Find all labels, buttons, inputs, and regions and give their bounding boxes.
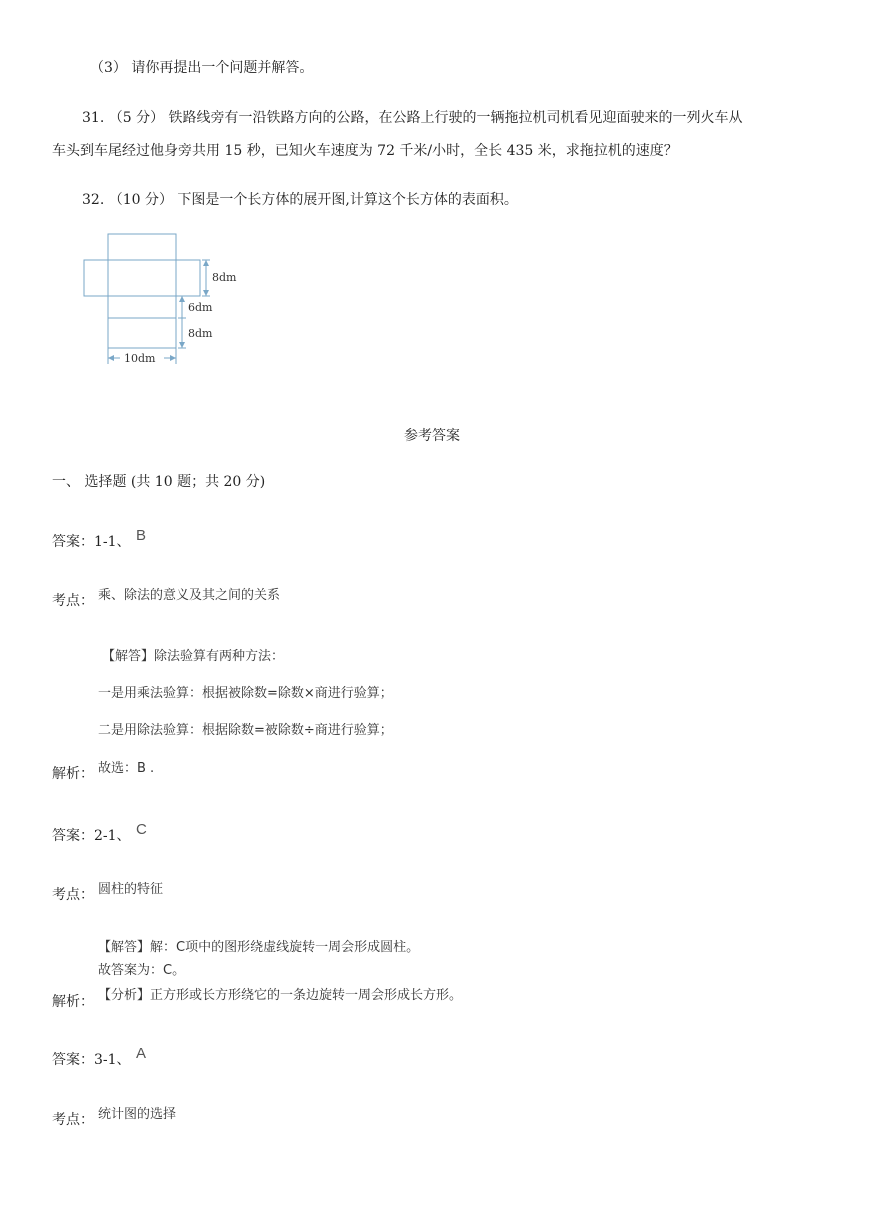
net-face-bottom <box>108 296 176 318</box>
jieda-1-line-1: 【解答】除法验算有两种方法： <box>102 649 285 664</box>
net-face-left <box>84 260 108 296</box>
question-32: 32. （10 分） 下图是一个长方体的展开图,计算这个长方体的表面积。 <box>82 192 518 208</box>
answer-3-value: A <box>136 1045 147 1062</box>
jieda-2-line-1: 【解答】解：C项中的图形绕虚线旋转一周会形成圆柱。 <box>98 940 420 955</box>
label-8dm-bottom: 8dm <box>188 327 213 340</box>
answer-2-label: 答案：2-1、 <box>52 828 131 844</box>
net-face-right <box>176 260 200 296</box>
net-face-back <box>108 318 176 348</box>
kaodian-3-value: 统计图的选择 <box>98 1107 177 1122</box>
kaodian-1-value: 乘、除法的意义及其之间的关系 <box>98 588 281 603</box>
question-31-line-2: 车头到车尾经过他身旁共用 15 秒，已知火车速度为 72 千米/小时，全长 435 米，求拖拉机的速度？ <box>52 143 678 159</box>
jiexi-1-label: 解析： <box>52 766 94 782</box>
kaodian-1-label: 考点： <box>52 593 94 609</box>
jieda-1-line-2: 一是用乘法验算：根据被除数=除数×商进行验算； <box>98 686 393 701</box>
label-6dm: 6dm <box>188 301 213 314</box>
answer-2-value: C <box>136 821 147 838</box>
label-8dm-top: 8dm <box>212 271 237 284</box>
kaodian-2-value: 圆柱的特征 <box>98 882 164 897</box>
net-face-top <box>108 234 176 260</box>
kaodian-3-label: 考点： <box>52 1112 94 1128</box>
kaodian-2-label: 考点： <box>52 887 94 903</box>
section-1-heading: 一、 选择题 (共 10 题；共 20 分) <box>52 474 266 490</box>
answers-title: 参考答案 <box>404 428 460 444</box>
cuboid-net-figure <box>80 230 250 370</box>
net-face-front <box>108 260 176 296</box>
answer-3-label: 答案：3-1、 <box>52 1052 131 1068</box>
question-31-line-1: 31. （5 分） 铁路线旁有一沿铁路方向的公路，在公路上行驶的一辆拖拉机司机看见迎面驶来的一列火车从 <box>82 110 743 126</box>
jiexi-1-value: 故选：B . <box>98 761 155 776</box>
jiexi-2-value: 【分析】正方形或长方形绕它的一条边旋转一周会形成长方形。 <box>98 988 463 1003</box>
jiexi-2-label: 解析： <box>52 994 94 1010</box>
jieda-1-line-3: 二是用除法验算：根据除数=被除数÷商进行验算； <box>98 723 393 738</box>
answer-1-value: B <box>136 527 147 544</box>
jieda-2-line-2: 故答案为：C。 <box>98 963 186 978</box>
question-30-part-3: （3） 请你再提出一个问题并解答。 <box>90 60 314 76</box>
label-10dm: 10dm <box>124 352 156 365</box>
answer-1-label: 答案：1-1、 <box>52 534 131 550</box>
